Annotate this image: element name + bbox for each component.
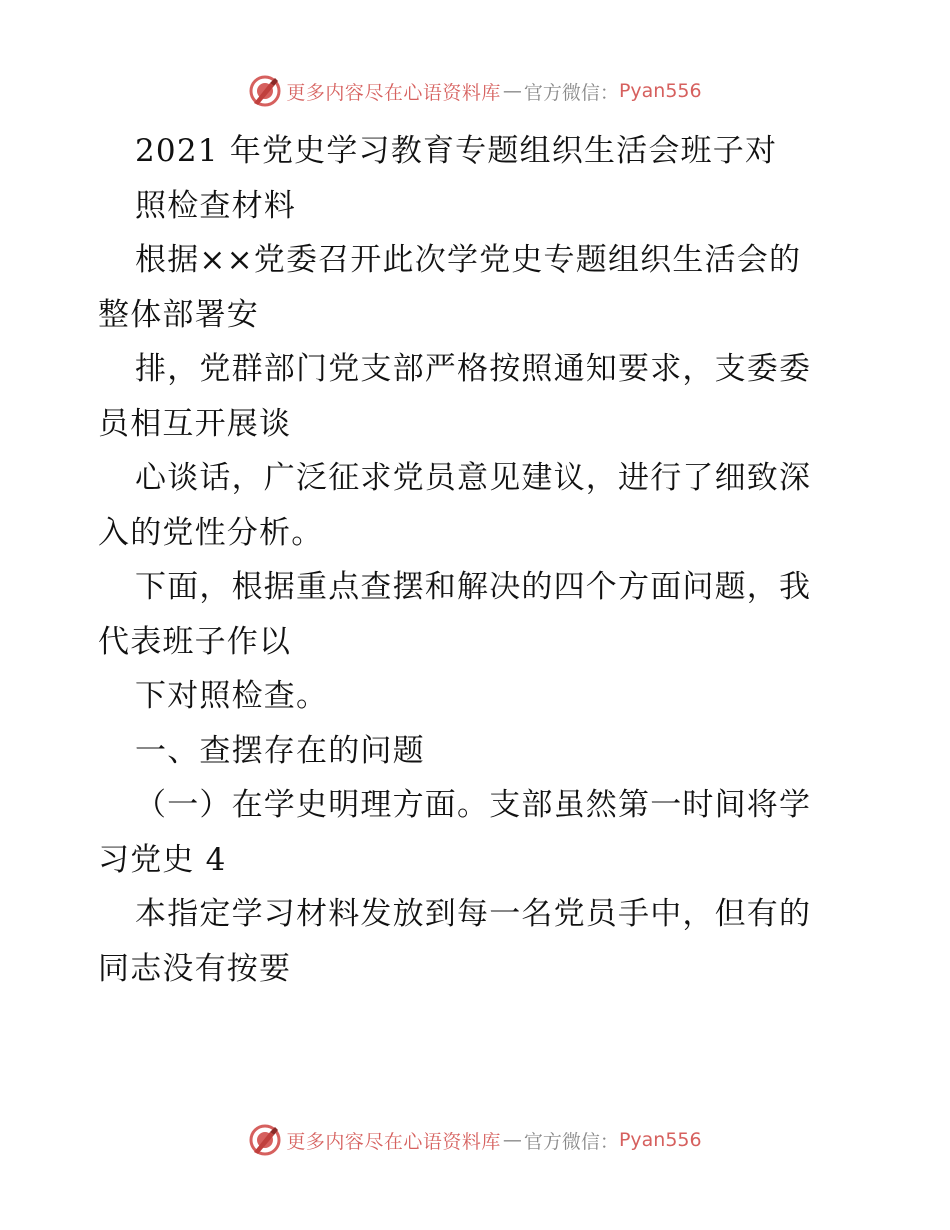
watermark-separator: — [502, 80, 522, 102]
watermark-separator: — [502, 1129, 522, 1151]
text-line: 下面，根据重点查摆和解决的四个方面问题，我 [135, 569, 812, 605]
text-line: 同志没有按要 [98, 950, 292, 987]
text-line: 本指定学习材料发放到每一名党员手中，但有的 [135, 896, 812, 932]
watermark-label: 官方微信： [523, 81, 619, 104]
text-line: 2021 年党史学习教育专题组织生活会班子对 [135, 133, 778, 169]
watermark-label: 官方微信： [523, 1130, 619, 1153]
text-line: 习党史 4 [98, 841, 227, 878]
pen-logo-icon [248, 1123, 282, 1157]
pen-logo-icon [248, 74, 282, 108]
document-body [98, 124, 858, 996]
text-line: 整体部署安 [98, 296, 259, 333]
footer-watermark [0, 1123, 950, 1157]
text-line: 一、查摆存在的问题 [135, 732, 425, 769]
text-line: 照检查材料 [135, 187, 296, 224]
watermark-text: 更多内容尽在心语资料库 [286, 1130, 501, 1153]
header-watermark [0, 74, 950, 108]
text-line: 心谈话，广泛征求党员意见建议，进行了细致深 [135, 460, 812, 496]
text-line: 员相互开展谈 [98, 405, 292, 442]
text-line: 根据××党委召开此次学党史专题组织生活会的 [135, 242, 802, 278]
text-line: 代表班子作以 [98, 623, 292, 660]
text-line: 下对照检查。 [135, 678, 329, 714]
watermark-text: 更多内容尽在心语资料库 [286, 81, 501, 104]
text-line: 排，党群部门党支部严格按照通知要求，支委委 [135, 351, 812, 387]
watermark-account: Pyan556 [618, 1129, 702, 1151]
text-line: （一）在学史明理方面。支部虽然第一时间将学 [135, 787, 812, 823]
watermark-account: Pyan556 [618, 80, 702, 102]
text-line: 入的党性分析。 [98, 514, 324, 551]
